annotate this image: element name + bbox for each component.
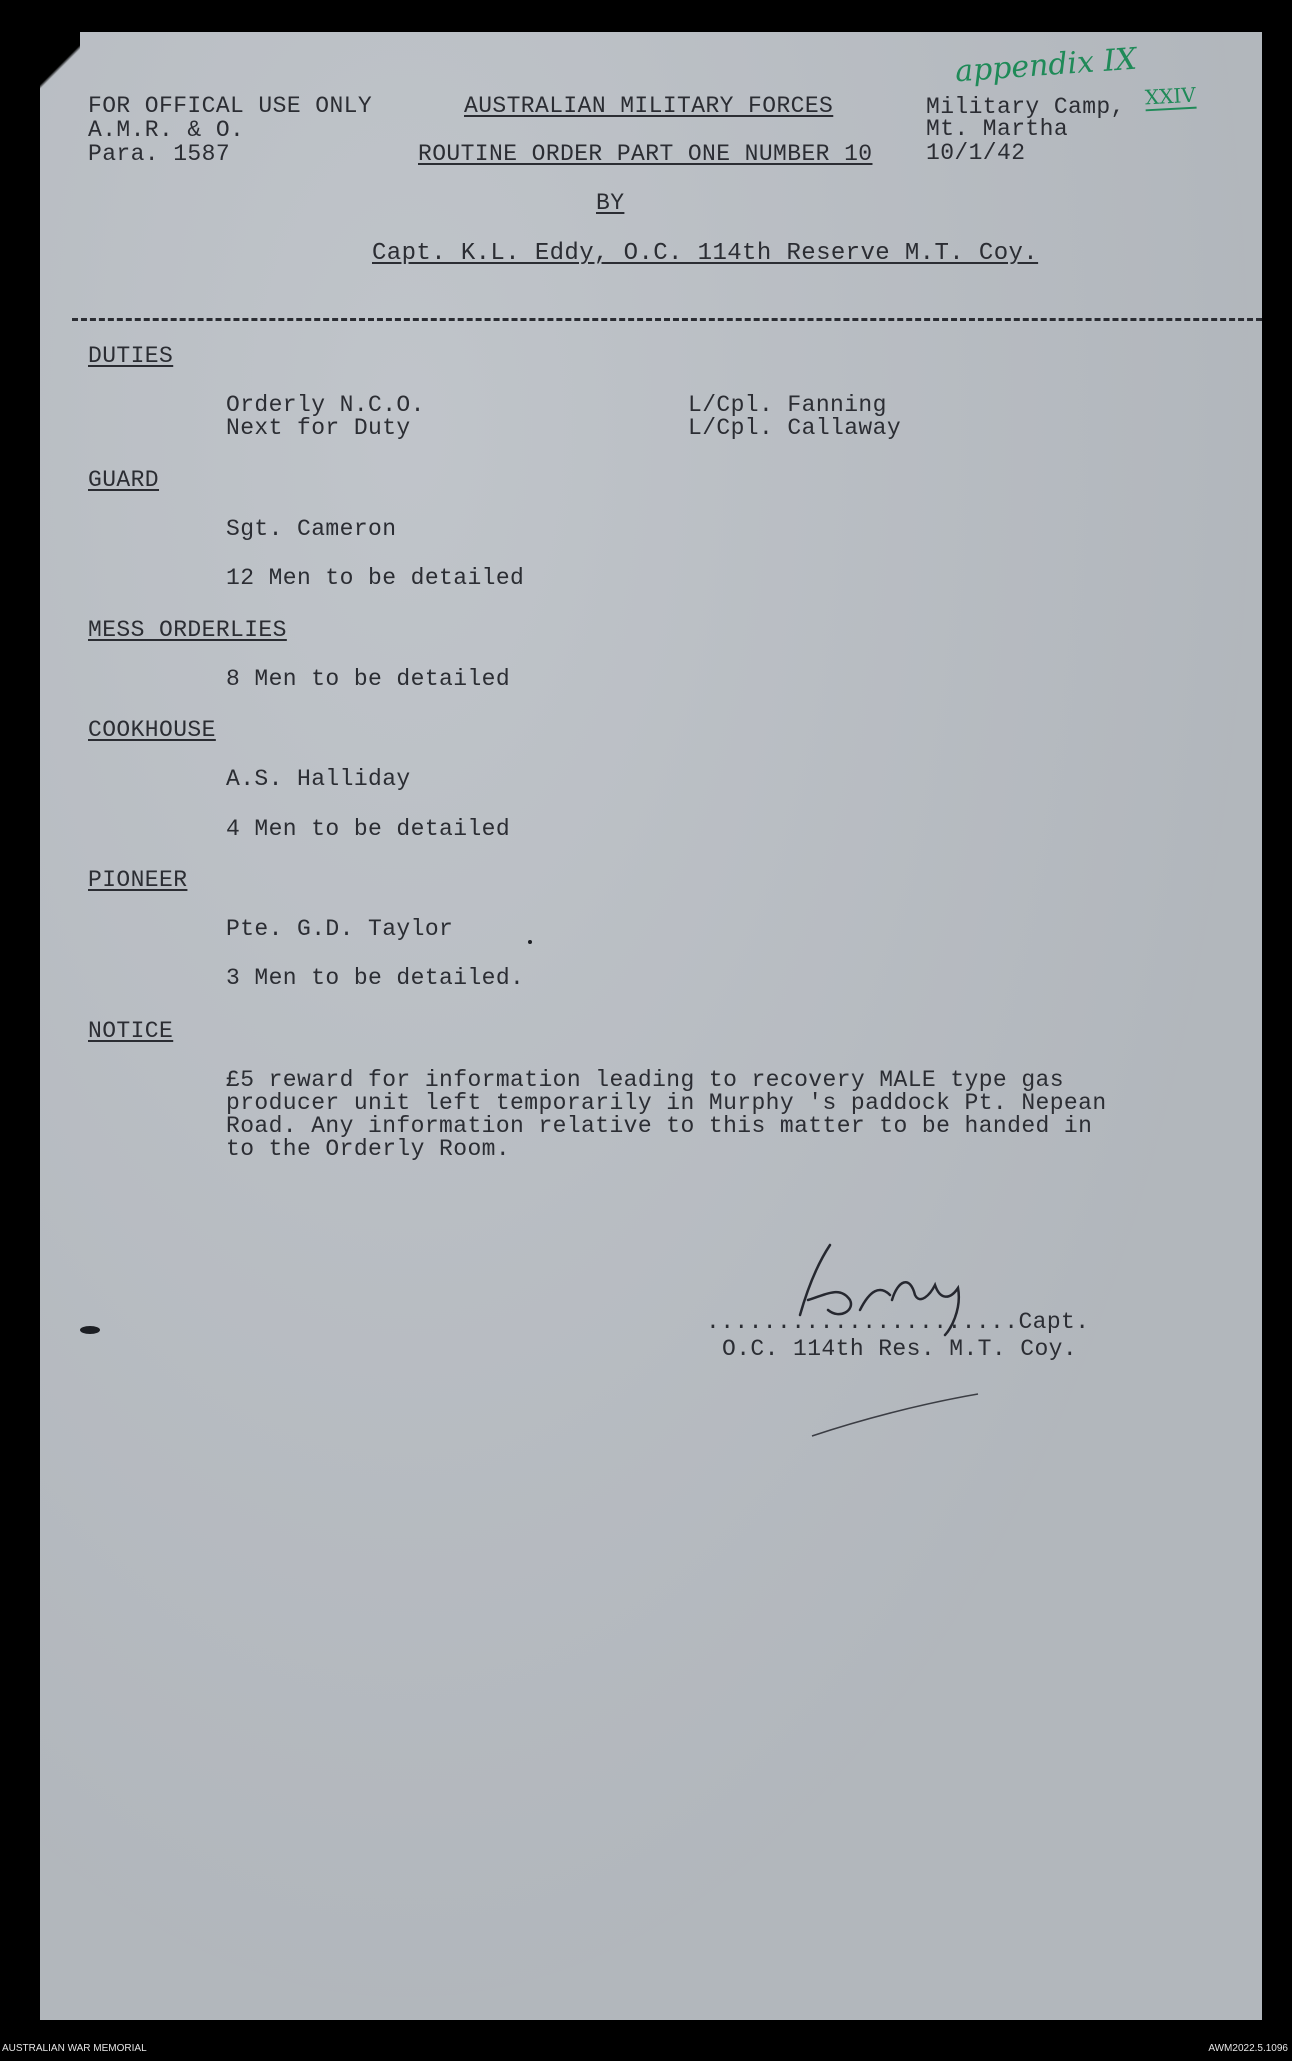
duties-heading: DUTIES (88, 343, 174, 369)
cookhouse-men: 4 Men to be detailed (226, 816, 511, 842)
duties-role-orderly: Orderly N.C.O. (226, 392, 425, 418)
notice-line-1: £5 reward for information leading to recovery MALE type gas (226, 1067, 1064, 1093)
notice-heading: NOTICE (88, 1018, 174, 1044)
mess-men: 8 Men to be detailed (226, 666, 511, 692)
guard-sergeant: Sgt. Cameron (226, 516, 397, 542)
header-left-line3: Para. 1587 (88, 141, 231, 167)
footer-reference: AWM2022.5.1096 (1208, 2043, 1288, 2054)
guard-heading: GUARD (88, 467, 160, 493)
pioneer-men: 3 Men to be detailed. (226, 965, 525, 991)
duties-name-fanning: L/Cpl. Fanning (688, 392, 887, 418)
document-sheet (40, 32, 1262, 2020)
footer-institution: AUSTRALIAN WAR MEMORIAL (2, 2043, 147, 2054)
guard-men: 12 Men to be detailed (226, 565, 525, 591)
header-right-line1: Military Camp, (926, 94, 1125, 120)
header-issuer: Capt. K.L. Eddy, O.C. 114th Reserve M.T. Coy. (372, 240, 1039, 267)
signature-capt-line: ......................Capt. (706, 1309, 1090, 1335)
header-title: AUSTRALIAN MILITARY FORCES (464, 93, 834, 119)
header-right-line2: Mt. Martha (926, 116, 1069, 142)
header-left-line2: A.M.R. & O. (88, 117, 245, 143)
notice-line-3: Road. Any information relative to this matter to be handed in (226, 1113, 1093, 1139)
torn-corner (40, 32, 80, 102)
separator-line (72, 318, 1262, 321)
notice-line-4: to the Orderly Room. (226, 1136, 511, 1162)
duties-name-callaway: L/Cpl. Callaway (688, 415, 902, 441)
pencil-stroke (810, 1390, 980, 1440)
ink-speck (528, 940, 532, 944)
handwritten-xxiv: XXIV (1144, 82, 1197, 110)
ink-speck (80, 1326, 100, 1334)
cookhouse-cook: A.S. Halliday (226, 766, 411, 792)
handwritten-appendix: appendix IX (954, 41, 1138, 90)
notice-line-2: producer unit left temporarily in Murphy 's paddock Pt. Nepean (226, 1090, 1107, 1116)
header-by: BY (596, 190, 625, 216)
pioneer-private: Pte. G.D. Taylor (226, 916, 454, 942)
mess-heading: MESS ORDERLIES (88, 617, 287, 643)
cookhouse-heading: COOKHOUSE (88, 717, 216, 743)
header-left-line1: FOR OFFICAL USE ONLY (88, 93, 373, 119)
header-date: 10/1/42 (926, 140, 1026, 166)
duties-role-next: Next for Duty (226, 415, 411, 441)
pioneer-heading: PIONEER (88, 867, 188, 893)
signature-title: O.C. 114th Res. M.T. Coy. (722, 1336, 1078, 1362)
header-order-number: ROUTINE ORDER PART ONE NUMBER 10 (418, 141, 873, 167)
